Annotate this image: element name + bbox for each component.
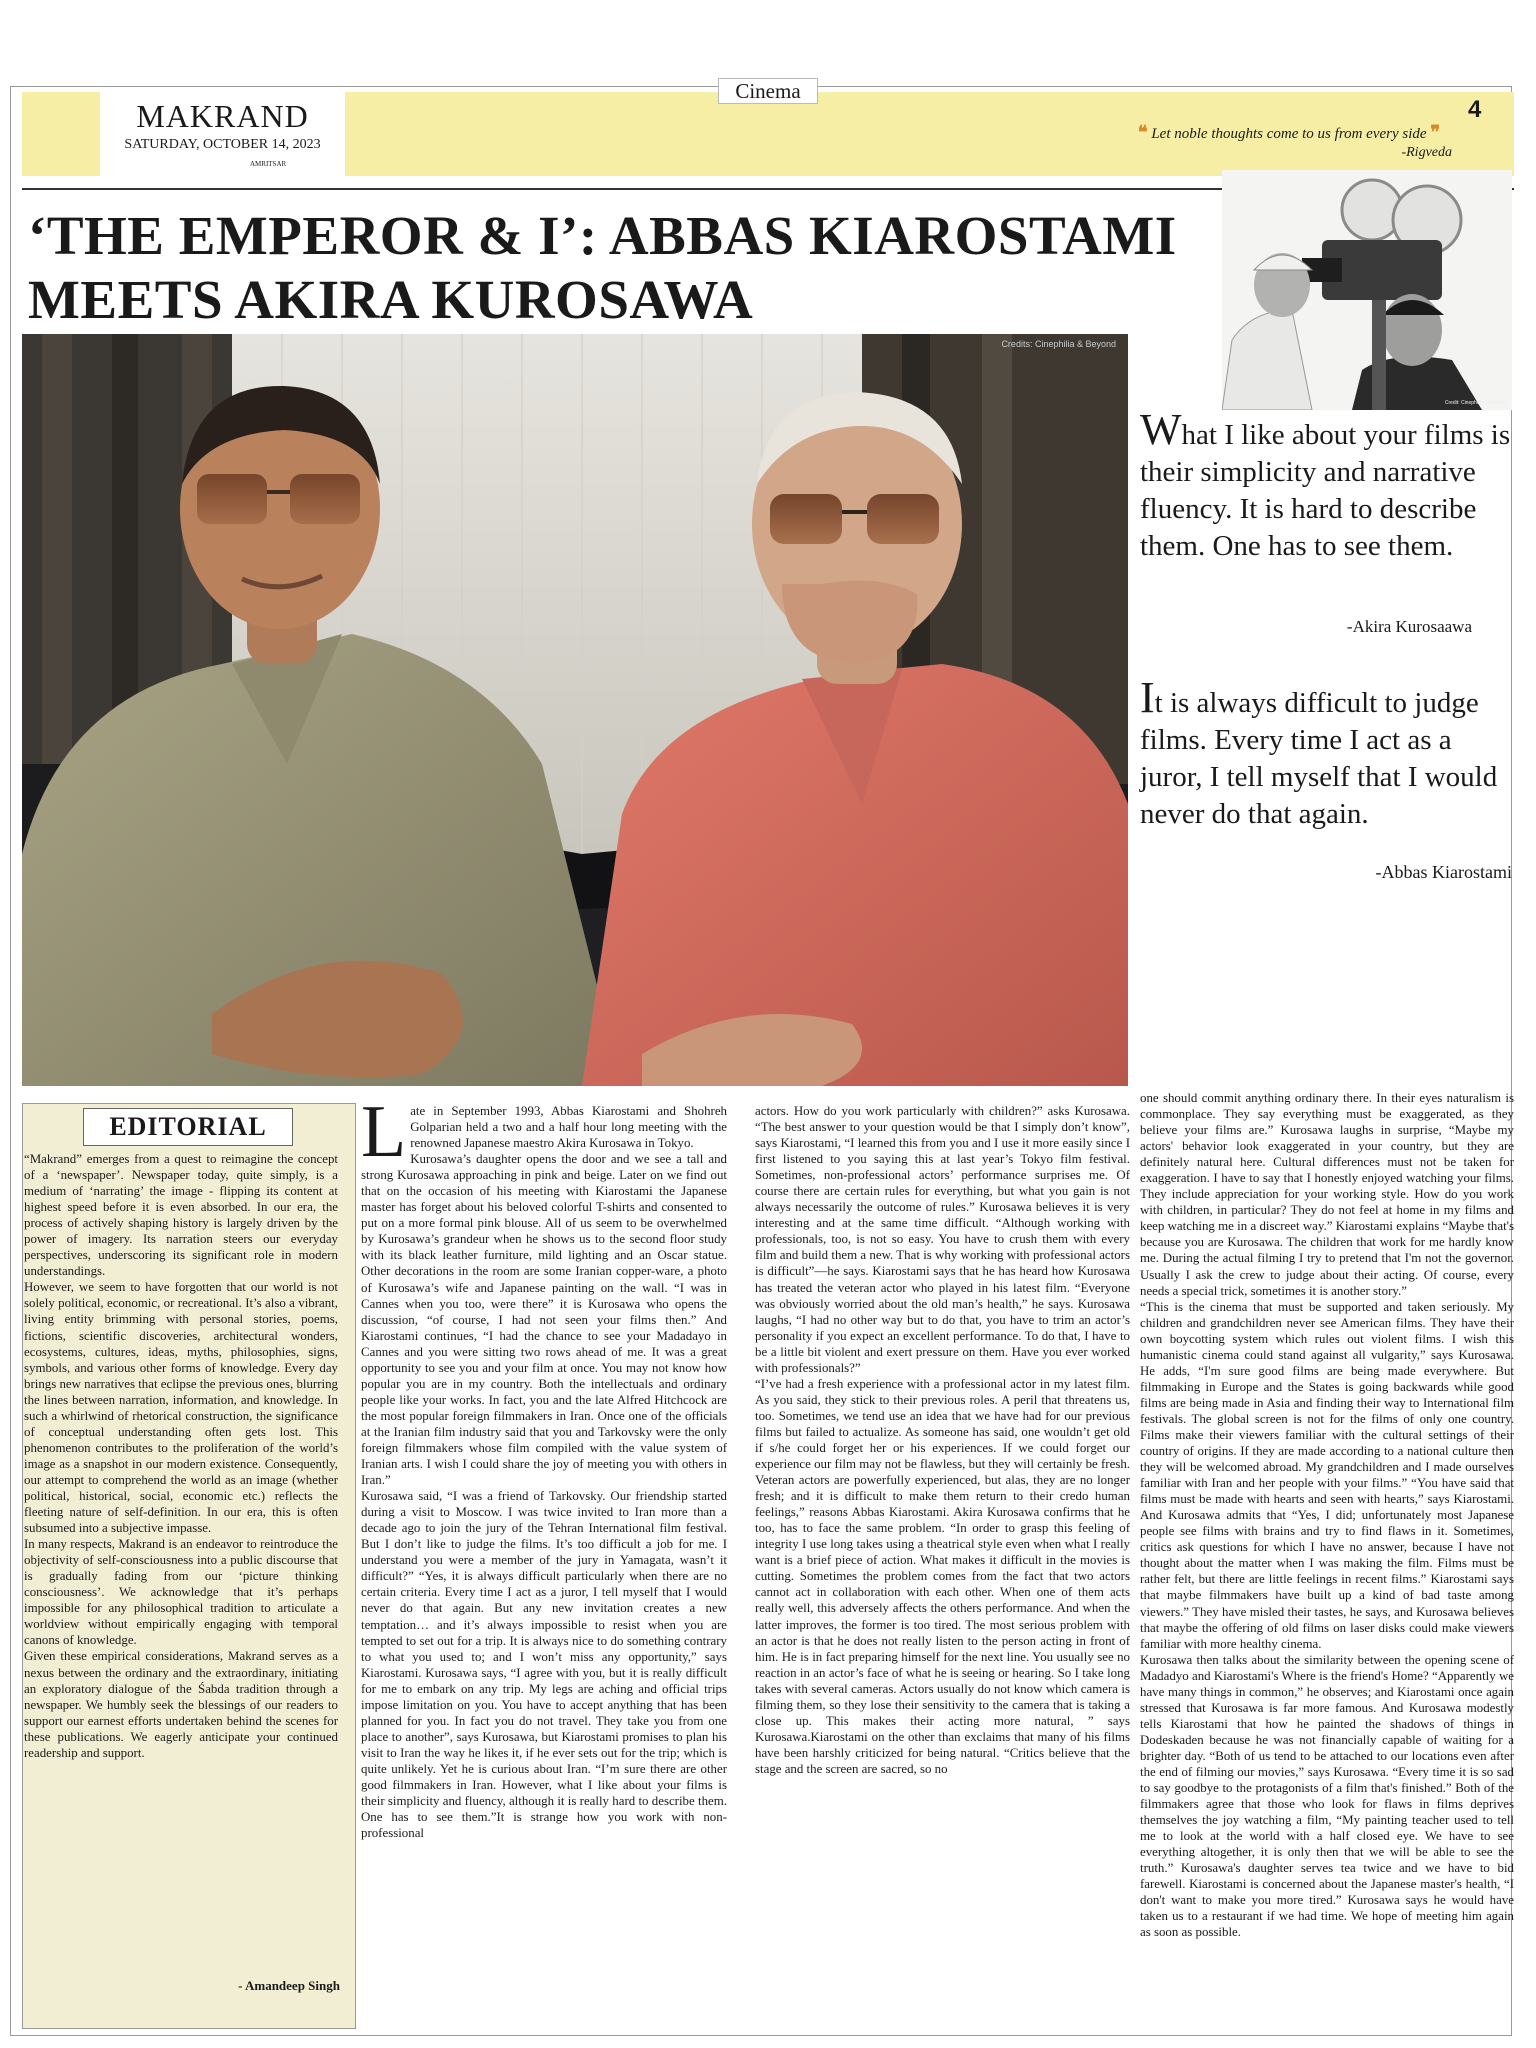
article-paragraph: Kurosawa’s daughter opens the door and we see a tall and strong Kurosawa approaching in pink and beige. Later on we find out that on the occasion of his meeting with Kiarostami the Japanese master has forget about his beloved colorful T-shirts and consented to put on a more formal pink blouse. All of us seem to be overwhelmed by Kurosawa’s grandeur when he shows us to the second floor study with its black leather furniture, mild lighting and an Oscar statue. Other decorations in the room are some Iranian copper-ware, a photo of Kurosawa’s wife and Japanese painting on the wall. “I was in Cannes when you too, were there” it is Kurosawa who opens the discussion, “of course, I had not seen your films then.” And Kiarostami continues, “I had the chance to see your Madadayo in Cannes and you were sitting two rows ahead of me. It was a great opportunity to see you and your film at once. You may not know how popular you are in my country. Both the intellectuals and ordinary people like your works. In fact, you and the late Alfred Hitchcock are the most popular foreign filmmakers in Iran. Once one of the officials at the Iranian film industry said that you and Tarkovsky were the only foreign filmmakers whose film compiled with the value system of Iranian arts. I wish I could share the joy of meeting you with others in Iran.” xyxy=(361,1152,727,1488)
secondary-photo-illustration xyxy=(1222,170,1512,410)
close-quote-icon: ❞ xyxy=(1430,122,1440,142)
article-column-3 xyxy=(1140,1090,1514,2035)
pull-quote-1-attribution: -Akira Kurosaawa xyxy=(1346,617,1472,636)
photo-credit: Credits: Cinephilia & Beyond xyxy=(1001,339,1116,349)
editorial-signature: - Amandeep Singh xyxy=(238,1978,340,1993)
article-dropcap: L xyxy=(361,1103,407,1173)
masthead-quote xyxy=(1060,122,1440,143)
editorial-paragraph: Given these empirical considerations, Makrand serves as a nexus between the ordinary and the extraordinary, initiating an exploratory dialogue of the Śabda tradition through a newspaper. We humbly seek the blessings of our readers to support our earnest efforts undertaken behind the scenes for these publications. We eagerly anticipate your continued readership and support. xyxy=(24,1649,338,1760)
pull-quote-2-text: t is always difficult to judge films. Every time I act as a juror, I tell myself that I would never do that again. xyxy=(1140,687,1498,830)
masthead-quote-source: -Rigveda xyxy=(1401,145,1452,160)
open-quote-icon: ❝ xyxy=(1137,122,1148,142)
editorial-body xyxy=(24,1151,338,1981)
main-photo xyxy=(22,334,1128,1086)
editorial-title: EDITORIAL xyxy=(83,1108,293,1146)
secondary-photo-credit: Credit: Cinephilia & Beyond xyxy=(1444,400,1506,406)
editorial-paragraph: In many respects, Makrand is an endeavor to reintroduce the objectivity of self-consciousness into a public discourse that is gradually fading from our ‘picture thinking consciousness’. We acknowledge that it’s perhaps impossible for any philosophical tradition to articulate a worldview without empirically engaging with temporal canons of knowledge. xyxy=(24,1537,338,1648)
masthead-city: AMRITSAR xyxy=(250,160,287,168)
section-label: Cinema xyxy=(718,78,818,104)
article-column-2 xyxy=(755,1103,1130,2038)
editorial-paragraph: “Makrand” emerges from a quest to reimagine the concept of a ‘newspaper’. Newspaper today, quite simply, is a medium of ‘narrating’ the image - flipping its content at highest speed before it is even absorbed. In our era, the process of actively shaping history is largely driven by the power of imagery. Its narration steers our everyday perspectives, underscoring its significant role in modern understandings. xyxy=(24,1152,338,1279)
headline-line-2: MEETS AKIRA KUROSAWA xyxy=(28,269,754,330)
headline xyxy=(28,204,1228,332)
article-paragraph: one should commit anything ordinary there. In their eyes naturalism is commonplace. They say everything must be exaggerated, as they believe your films are.” Kurosawa laughs in surprise, “Maybe my actors' behavior look exaggerated in your country, but they are definitely natural here. Cultural differences must not be taken for exaggeration. I have to say that I honestly enjoyed watching your films. They include appreciation for your working style. How do you work with children, in particular? They do not feel at home in my films and keep watching me in a discreet way.” Kiarostami explains “Maybe that's because you are Kurosawa. The children that work for me hardly know me. During the actual filming I try to pretend that I'm not the governor. Usually I ask the crew to judge about their acting. Of course, every needs a special trick, sometimes it is another story.” xyxy=(1140,1091,1514,1298)
page-number: 4 xyxy=(1468,96,1482,123)
masthead-date: SATURDAY, OCTOBER 14, 2023 xyxy=(124,137,321,152)
pull-quote-1-initial: W xyxy=(1140,405,1182,454)
pull-quote-kurosawa xyxy=(1140,405,1520,565)
pull-quote-2-initial: I xyxy=(1140,673,1155,722)
pull-quote-kiarostami xyxy=(1140,673,1520,833)
article-column-1 xyxy=(361,1103,727,2038)
masthead-quote-text: Let noble thoughts come to us from every side xyxy=(1151,126,1427,142)
article-paragraph: “I’ve had a fresh experience with a professional actor in my latest film. As you said, they stick to their previous roles. A peril that threatens us, too. Sometimes, we tend use an idea that we have had for our previous films but failed to actualize. As someone has said, one wouldn’t get old if s/he could forget her or his experiences. If we could forget our experience our film may not be flawless, but they will certainly be fresh. Veteran actors are powerfully experienced, but alas, they are no longer fresh; and it is difficult to make them return to their credo human feelings,” reasons Abbas Kiarostami. Akira Kurosawa confirms that he too, has to face the same problem. “In order to grasp this feeling of integrity I use long takes using a theatrical style even when what I really want is a brief piece of action. What makes it difficult in the movies is cutting. Sometimes the problem comes from the fact that two actors cannot act in collaboration with each other. When one of them acts really well, this adversely affects the others performance. And when the latter improves, the former is too tired. The most serious problem with an actor is that he does not really listen to the person acting in front of him. He is in fact preparing himself for the next line. You usually see no reaction in an actor’s face of what he is seeing or hearing. So I take long takes with several cameras. Actors usually do not know which camera is filming them, so they lose their sensitivity to the camera that is taking a close up. This makes their acting more natural, ” says Kurosawa.Kiarostami on the other than exclaims that many of his films have been harshly criticized for being natural. “Critics believe that the stage and the screen are sacred, so no xyxy=(755,1376,1130,1776)
main-photo-illustration xyxy=(22,334,1128,1086)
article-paragraph: actors. How do you work particularly with children?” asks Kurosawa. “The best answer to your question would be that I simply don’t know”, says Kiarostami, “I learned this from you and I use it more easily since I first listened to you saying this at last year’s Tokyo film festival. Sometimes, non-professional actors’ performance surprises me. Of course there are certain rules for everything, but what you gain is not always necessarily the outcome of rules.” Kurosawa believes it is very interesting and at the same time difficult. “Although working with professionals, too, is not so easy. You have to crush them with every film and build them a new. That is why working with professional actors is difficult”—he says. Kiarostami says that he has heard how Kurosawa has treated the veteran actor who played in his latest film. “Everyone was obviously worried about the old man’s health,” he says. Kurosawa laughs, “I had no other way but to do that, you have to trim an actor’s personality if you expect an excellent performance. To do that, I have to be a little bit violent and exert pressure on them. Have you ever worked with professionals?” xyxy=(755,1104,1130,1375)
article-paragraph: Kurosawa said, “I was a friend of Tarkovsky. Our friendship started during a visit to Moscow. I was twice invited to Iran more than a decade ago to join the jury of the Tehran International film festival. But I don’t like to judge the films. It’s too difficult a job for me. I understand you were a member of the jury in Yamagata, wasn’t it difficult?” “Yes, it is always difficult particularly when there are no certain criteria. Every time I act as a juror, I tell myself that I would never do that again. But any new invitation creates a new temptation… and it’s always impossible to resist when you are tempted to set out for a trip. It is always nice to do something contrary to what you used to; and I won’t miss any opportunity,” says Kiarostami. Kurosawa says, “I agree with you, but it is really difficult for me to embark on any trip. My legs are aching and official trips impose limitation on you. You have to accept anything that has been planned for you. In fact you do not travel. They take you from one place to another”, says Kurosawa, but Kiarostami promises to plan his visit to Iran the way he likes it, if he ever sets out for the trip; which is quite unlikely. Yet he is curious about Iran. “I’m sure there are other good filmmakers in Iran. However, what I like about your films is their simplicity and fluency, although it is really hard to describe them. One has to see them.”It is strange how you work with non-professional xyxy=(361,1489,727,1841)
masthead-name: MAKRAND xyxy=(136,98,309,134)
article-paragraph: “This is the cinema that must be supported and taken seriously. My children and grandchildren never see American films. They have their own boycotting system which rules out violent films. I wish this humanistic cinema could stand against all vulgarity,” says Kurosawa. He adds, “I'm sure good films are being made everywhere. But filmmaking in Europe and the States is going backwards while good films are being made in Asia and finding their way to International film festivals. The global screen is not for the films of only one country. Films make their viewers familiar with the cultural settings of their country of origins. If they are made according to a national culture then they will be welcomed abroad. My grandchildren and I made ourselves familiar with Iran and her people with your films.” “You have said that films must be made with hearts and seen with hearts,” says Kiarostami. And Kurosawa admits that “Yes, I did; unfortunately most Japanese people see films with brains and try to find flaws in it. Sometimes, critics ask questions for which I have no answer, because I have not thought about the matter when I was making the film. Films must be rather felt, but there are little feelings in recent films.” Kiarostami says that maybe filmmakers have built up a kind of bad taste among viewers.” They have misled their tastes, he says, and Kurosawa believes that maybe the offering of old films on laser disks could make viewers familiar with more healthy cinema. xyxy=(1140,1299,1514,1651)
secondary-photo xyxy=(1222,170,1512,410)
pull-quote-1-text: hat I like about your films is their simplicity and narrative fluency. It is hard to describe them. One has to see them. xyxy=(1140,419,1511,562)
editorial-paragraph: However, we seem to have forgotten that our world is not solely political, economic, or recreational. It’s also a vibrant, living entity brimming with personal stories, poems, fictions, scientific discoveries, architectural wonders, ecosystems, cultures, ideas, myths, philosophies, signs, symbols, and various other forms of knowledge. Every day brings new narratives that eclipse the previous ones, blurring the lines between narration, information, and knowledge. In such a whirlwind of rhetorical construction, the significance of conceptual understanding often gets lost. This phenomenon contributes to the proliferation of the world’s image as a snapshot in our modern existence. Consequently, our attempt to comprehend the world as an image (whether political, historical, social, economic etc.) reflects the fleeting nature of self-definition. In our era, this is often subsumed into a subjective impasse. xyxy=(24,1280,338,1536)
pull-quote-2-attribution: -Abbas Kiarostami xyxy=(1375,862,1512,882)
headline-line-1: ‘THE EMPEROR & I’: ABBAS KIAROSTAMI xyxy=(28,205,1177,266)
article-paragraph: ate in September 1993, Abbas Kiarostami and Shohreh Golparian held a two and a half hour long meeting with the renowned Japanese maestro Akira Kurosawa in Tokyo. xyxy=(410,1104,727,1151)
article-paragraph: Kurosawa then talks about the similarity between the opening scene of Madadyo and Kiarostami's Where is the friend's Home? “Apparently we have many things in common,” he observes; and Kiarostami once again stressed that Kurosawa is far more famous. And Kurosawa modestly tells Kiarostami that how he painted the shadows of things in Dodeskaden because he was not financially capable of waiting for a brighter day. “Both of us tend to be attached to our locations even after the end of filming our movies,” says Kurosawa. “Every time it is so sad to say goodbye to the protagonists of a film that's finished.” Both of the filmmakers agree that those who look for flaws in films deprives themselves the joy watching a film, “My painting teacher used to tell me to look at the world with a half closed eye. We have to see everything altogether, it is only then that we will be able to see the truth.” Kurosawa's daughter serves tea twice and we have to bid farewell. Kiarostami is concerned about the Japanese master's health, “I don't want to make you more tired.” Kurosawa says he would have taken us to a restaurant if we had time. We hope of meeting him again as soon as possible. xyxy=(1140,1652,1514,1940)
